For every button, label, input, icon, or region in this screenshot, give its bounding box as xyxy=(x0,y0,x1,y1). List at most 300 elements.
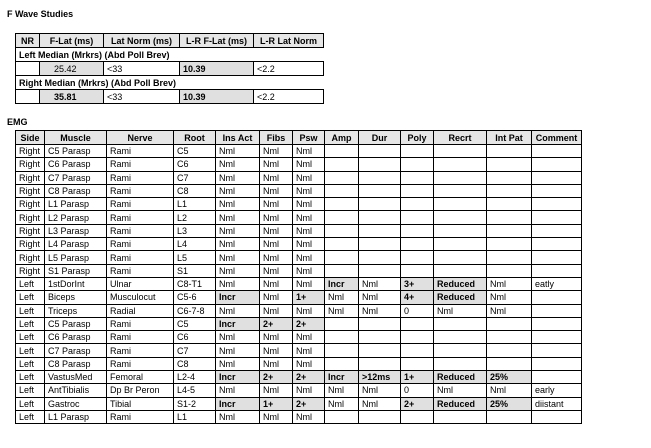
table-row xyxy=(16,238,582,251)
emg-cell-fibs: Nml xyxy=(260,331,293,344)
emg-cell-psw: Nml xyxy=(293,277,325,290)
table-row xyxy=(16,357,582,370)
emg-cell-side: Left xyxy=(16,410,45,423)
emg-cell-dur xyxy=(359,171,401,184)
table-row xyxy=(16,224,582,237)
emg-cell-side: Right xyxy=(16,171,45,184)
emg-cell-comment xyxy=(532,224,582,237)
emg-cell-dur: Nml xyxy=(359,291,401,304)
emg-cell-comment xyxy=(532,317,582,330)
emg-cell-psw: Nml xyxy=(293,238,325,251)
fwave-header-lrnorm: L-R Lat Norm xyxy=(254,34,324,48)
table-row xyxy=(16,371,582,384)
emg-cell-recrt: Reduced xyxy=(434,277,487,290)
emg-cell-nerve: Tibial xyxy=(107,397,174,410)
emg-cell-nerve: Rami xyxy=(107,410,174,423)
emg-cell-amp: Incr xyxy=(325,371,359,384)
emg-cell-muscle: Gastroc xyxy=(45,397,107,410)
fwave-header-nr: NR xyxy=(16,34,40,48)
emg-cell-poly: 4+ xyxy=(401,291,434,304)
table-row xyxy=(16,344,582,357)
table-row xyxy=(16,277,582,290)
emg-cell-int-pat xyxy=(487,211,532,224)
emg-cell-root: C8-T1 xyxy=(174,277,216,290)
emg-cell-side: Left xyxy=(16,384,45,397)
emg-cell-root: L4-5 xyxy=(174,384,216,397)
emg-cell-int-pat: 25% xyxy=(487,371,532,384)
emg-cell-int-pat xyxy=(487,357,532,370)
emg-cell-int-pat xyxy=(487,344,532,357)
emg-cell-muscle: L5 Parasp xyxy=(45,251,107,264)
emg-cell-dur: Nml xyxy=(359,277,401,290)
emg-cell-root: S1 xyxy=(174,264,216,277)
fwave-header-flat: F-Lat (ms) xyxy=(40,34,104,48)
emg-header-int-pat: Int Pat xyxy=(487,131,532,145)
emg-cell-side: Right xyxy=(16,158,45,171)
emg-cell-poly xyxy=(401,331,434,344)
emg-cell-dur xyxy=(359,224,401,237)
table-row xyxy=(16,331,582,344)
emg-cell-side: Right xyxy=(16,251,45,264)
emg-cell-fibs: Nml xyxy=(260,145,293,158)
emg-cell-poly xyxy=(401,317,434,330)
emg-cell-ins-act: Incr xyxy=(216,371,260,384)
emg-cell-comment xyxy=(532,171,582,184)
emg-cell-ins-act: Nml xyxy=(216,145,260,158)
emg-cell-dur xyxy=(359,331,401,344)
emg-header-dur: Dur xyxy=(359,131,401,145)
fwave-header-latnorm: Lat Norm (ms) xyxy=(104,34,180,48)
emg-cell-psw: Nml xyxy=(293,145,325,158)
emg-header-comment: Comment xyxy=(532,131,582,145)
emg-cell-nerve: Rami xyxy=(107,224,174,237)
emg-cell-amp xyxy=(325,211,359,224)
emg-cell-ins-act: Nml xyxy=(216,357,260,370)
emg-cell-side: Left xyxy=(16,291,45,304)
table-row xyxy=(16,171,582,184)
emg-header-row xyxy=(16,131,582,145)
emg-cell-root: C6-7-8 xyxy=(174,304,216,317)
emg-cell-nerve: Rami xyxy=(107,198,174,211)
emg-cell-psw: Nml xyxy=(293,331,325,344)
emg-cell-psw: Nml xyxy=(293,357,325,370)
emg-cell-poly xyxy=(401,145,434,158)
emg-cell-ins-act: Nml xyxy=(216,264,260,277)
emg-cell-side: Right xyxy=(16,238,45,251)
table-row xyxy=(16,198,582,211)
emg-cell-comment xyxy=(532,158,582,171)
emg-cell-int-pat xyxy=(487,251,532,264)
emg-cell-comment xyxy=(532,198,582,211)
emg-cell-int-pat xyxy=(487,198,532,211)
emg-cell-root: C6 xyxy=(174,331,216,344)
emg-cell-side: Left xyxy=(16,357,45,370)
emg-cell-poly xyxy=(401,171,434,184)
table-row xyxy=(16,264,582,277)
emg-cell-nerve: Rami xyxy=(107,211,174,224)
emg-cell-muscle: Triceps xyxy=(45,304,107,317)
emg-cell-recrt xyxy=(434,211,487,224)
emg-cell-side: Left xyxy=(16,397,45,410)
table-row xyxy=(16,251,582,264)
emg-cell-fibs: Nml xyxy=(260,304,293,317)
emg-cell-int-pat xyxy=(487,145,532,158)
emg-cell-recrt xyxy=(434,238,487,251)
emg-cell-poly xyxy=(401,264,434,277)
emg-cell-muscle: 1stDorInt xyxy=(45,277,107,290)
fwave-data-row xyxy=(16,62,324,76)
emg-cell-fibs: 2+ xyxy=(260,371,293,384)
emg-cell-fibs: Nml xyxy=(260,251,293,264)
emg-cell-fibs: 1+ xyxy=(260,397,293,410)
emg-cell-nerve: Rami xyxy=(107,317,174,330)
emg-cell-poly: 2+ xyxy=(401,397,434,410)
emg-cell-psw: Nml xyxy=(293,304,325,317)
fwave-header-lrflat: L-R F-Lat (ms) xyxy=(180,34,254,48)
fwave-header-row xyxy=(16,34,324,48)
emg-cell-psw: Nml xyxy=(293,410,325,423)
fwave-group-row xyxy=(16,76,324,90)
emg-cell-ins-act: Nml xyxy=(216,198,260,211)
emg-cell-amp xyxy=(325,264,359,277)
emg-cell-int-pat: 25% xyxy=(487,397,532,410)
emg-cell-recrt xyxy=(434,344,487,357)
emg-cell-dur: Nml xyxy=(359,304,401,317)
emg-cell-fibs: Nml xyxy=(260,171,293,184)
emg-cell-comment xyxy=(532,410,582,423)
table-row xyxy=(16,158,582,171)
emg-cell-muscle: L3 Parasp xyxy=(45,224,107,237)
emg-cell-psw: 1+ xyxy=(293,291,325,304)
emg-cell-root: C5-6 xyxy=(174,291,216,304)
emg-header-recrt: Recrt xyxy=(434,131,487,145)
emg-cell-side: Left xyxy=(16,344,45,357)
emg-cell-recrt xyxy=(434,224,487,237)
emg-cell-comment: diistant xyxy=(532,397,582,410)
table-row xyxy=(16,397,582,410)
emg-cell-recrt xyxy=(434,264,487,277)
emg-cell-dur xyxy=(359,344,401,357)
emg-cell-psw: Nml xyxy=(293,158,325,171)
emg-cell-dur xyxy=(359,251,401,264)
emg-cell-ins-act: Nml xyxy=(216,171,260,184)
emg-cell-side: Right xyxy=(16,211,45,224)
emg-cell-recrt: Nml xyxy=(434,384,487,397)
emg-cell-ins-act: Nml xyxy=(216,344,260,357)
emg-cell-side: Left xyxy=(16,304,45,317)
fwave-title: F Wave Studies xyxy=(7,9,74,19)
emg-cell-dur xyxy=(359,184,401,197)
emg-cell-psw: Nml xyxy=(293,211,325,224)
emg-cell-root: C5 xyxy=(174,145,216,158)
emg-cell-amp xyxy=(325,357,359,370)
emg-cell-recrt xyxy=(434,198,487,211)
fwave-lrflat-value: 10.39 xyxy=(180,90,254,104)
emg-cell-fibs: Nml xyxy=(260,344,293,357)
emg-header-amp: Amp xyxy=(325,131,359,145)
emg-cell-int-pat: Nml xyxy=(487,277,532,290)
emg-cell-recrt xyxy=(434,357,487,370)
emg-cell-side: Right xyxy=(16,145,45,158)
emg-cell-recrt xyxy=(434,317,487,330)
emg-cell-muscle: C8 Parasp xyxy=(45,357,107,370)
emg-cell-nerve: Dp Br Peron xyxy=(107,384,174,397)
emg-header-ins-act: Ins Act xyxy=(216,131,260,145)
emg-cell-comment: eatly xyxy=(532,277,582,290)
emg-cell-root: C8 xyxy=(174,357,216,370)
emg-cell-poly xyxy=(401,224,434,237)
emg-cell-nerve: Rami xyxy=(107,171,174,184)
emg-cell-comment xyxy=(532,357,582,370)
emg-cell-recrt xyxy=(434,251,487,264)
emg-cell-psw: 2+ xyxy=(293,371,325,384)
emg-cell-ins-act: Incr xyxy=(216,317,260,330)
emg-cell-root: S1-2 xyxy=(174,397,216,410)
emg-cell-int-pat xyxy=(487,317,532,330)
emg-cell-psw: Nml xyxy=(293,198,325,211)
emg-cell-poly xyxy=(401,198,434,211)
emg-cell-side: Right xyxy=(16,184,45,197)
emg-cell-dur xyxy=(359,145,401,158)
fwave-latnorm-value: <33 xyxy=(104,62,180,76)
emg-header-fibs: Fibs xyxy=(260,131,293,145)
fwave-lrnorm-value: <2.2 xyxy=(254,62,324,76)
emg-cell-muscle: C7 Parasp xyxy=(45,171,107,184)
emg-cell-dur xyxy=(359,357,401,370)
emg-cell-muscle: VastusMed xyxy=(45,371,107,384)
emg-cell-comment: early xyxy=(532,384,582,397)
emg-cell-dur xyxy=(359,158,401,171)
emg-cell-recrt xyxy=(434,158,487,171)
emg-cell-nerve: Musculocut xyxy=(107,291,174,304)
emg-cell-ins-act: Nml xyxy=(216,238,260,251)
emg-cell-fibs: Nml xyxy=(260,158,293,171)
emg-cell-ins-act: Incr xyxy=(216,397,260,410)
emg-cell-dur xyxy=(359,317,401,330)
emg-cell-poly xyxy=(401,211,434,224)
emg-cell-root: C5 xyxy=(174,317,216,330)
fwave-data-row xyxy=(16,90,324,104)
emg-cell-dur: Nml xyxy=(359,397,401,410)
emg-cell-side: Left xyxy=(16,277,45,290)
emg-cell-nerve: Rami xyxy=(107,331,174,344)
emg-cell-comment xyxy=(532,371,582,384)
emg-cell-comment xyxy=(532,344,582,357)
table-row xyxy=(16,384,582,397)
emg-cell-fibs: Nml xyxy=(260,277,293,290)
fwave-group-label: Left Median (Mrkrs) (Abd Poll Brev) xyxy=(16,48,254,62)
emg-cell-comment xyxy=(532,184,582,197)
fwave-group-label: Right Median (Mrkrs) (Abd Poll Brev) xyxy=(16,76,254,90)
emg-cell-psw: Nml xyxy=(293,264,325,277)
emg-cell-int-pat xyxy=(487,171,532,184)
emg-cell-amp xyxy=(325,224,359,237)
emg-cell-dur: >12ms xyxy=(359,371,401,384)
emg-cell-dur xyxy=(359,410,401,423)
emg-cell-fibs: Nml xyxy=(260,224,293,237)
fwave-lrflat-value: 10.39 xyxy=(180,62,254,76)
emg-cell-side: Right xyxy=(16,264,45,277)
emg-cell-dur xyxy=(359,198,401,211)
emg-cell-amp xyxy=(325,171,359,184)
table-row xyxy=(16,317,582,330)
emg-cell-poly xyxy=(401,344,434,357)
emg-cell-recrt xyxy=(434,410,487,423)
emg-cell-int-pat: Nml xyxy=(487,304,532,317)
emg-cell-int-pat: Nml xyxy=(487,384,532,397)
emg-cell-amp: Nml xyxy=(325,304,359,317)
emg-cell-side: Left xyxy=(16,331,45,344)
emg-cell-ins-act: Incr xyxy=(216,291,260,304)
emg-cell-comment xyxy=(532,291,582,304)
emg-cell-nerve: Rami xyxy=(107,264,174,277)
emg-cell-muscle: L2 Parasp xyxy=(45,211,107,224)
emg-cell-poly: 0 xyxy=(401,304,434,317)
emg-cell-nerve: Rami xyxy=(107,158,174,171)
emg-cell-muscle: AntTibialis xyxy=(45,384,107,397)
emg-cell-muscle: L4 Parasp xyxy=(45,238,107,251)
emg-cell-dur xyxy=(359,211,401,224)
emg-cell-root: L5 xyxy=(174,251,216,264)
table-row xyxy=(16,145,582,158)
emg-cell-fibs: Nml xyxy=(260,238,293,251)
emg-cell-poly xyxy=(401,158,434,171)
emg-cell-psw: 2+ xyxy=(293,317,325,330)
fwave-latnorm-value: <33 xyxy=(104,90,180,104)
emg-cell-ins-act: Nml xyxy=(216,304,260,317)
fwave-flat-value: 25.42 xyxy=(40,62,104,76)
emg-cell-nerve: Radial xyxy=(107,304,174,317)
emg-cell-fibs: Nml xyxy=(260,211,293,224)
emg-cell-ins-act: Nml xyxy=(216,277,260,290)
emg-cell-dur xyxy=(359,264,401,277)
emg-cell-muscle: L1 Parasp xyxy=(45,410,107,423)
emg-cell-comment xyxy=(532,304,582,317)
table-row xyxy=(16,211,582,224)
emg-cell-psw: Nml xyxy=(293,251,325,264)
emg-cell-muscle: C7 Parasp xyxy=(45,344,107,357)
emg-cell-fibs: Nml xyxy=(260,291,293,304)
emg-cell-root: C6 xyxy=(174,158,216,171)
emg-cell-nerve: Rami xyxy=(107,357,174,370)
emg-cell-psw: Nml xyxy=(293,224,325,237)
emg-cell-psw: 2+ xyxy=(293,397,325,410)
emg-cell-int-pat xyxy=(487,238,532,251)
emg-cell-psw: Nml xyxy=(293,344,325,357)
emg-cell-nerve: Rami xyxy=(107,344,174,357)
emg-cell-root: C8 xyxy=(174,184,216,197)
emg-cell-ins-act: Nml xyxy=(216,331,260,344)
emg-table xyxy=(15,130,582,424)
emg-cell-root: L1 xyxy=(174,198,216,211)
emg-cell-int-pat: Nml xyxy=(487,291,532,304)
fwave-flat-value: 35.81 xyxy=(40,90,104,104)
emg-cell-amp: Nml xyxy=(325,291,359,304)
emg-cell-fibs: 2+ xyxy=(260,317,293,330)
emg-cell-amp xyxy=(325,158,359,171)
emg-cell-fibs: Nml xyxy=(260,357,293,370)
emg-cell-int-pat xyxy=(487,264,532,277)
fwave-lrnorm-value: <2.2 xyxy=(254,90,324,104)
emg-title: EMG xyxy=(7,117,28,127)
emg-cell-amp xyxy=(325,251,359,264)
emg-cell-amp: Nml xyxy=(325,384,359,397)
emg-cell-side: Right xyxy=(16,224,45,237)
emg-cell-psw: Nml xyxy=(293,384,325,397)
emg-cell-fibs: Nml xyxy=(260,184,293,197)
fwave-table xyxy=(15,33,324,104)
emg-cell-nerve: Femoral xyxy=(107,371,174,384)
emg-cell-ins-act: Nml xyxy=(216,184,260,197)
emg-cell-amp xyxy=(325,198,359,211)
emg-cell-poly: 1+ xyxy=(401,371,434,384)
emg-cell-muscle: C6 Parasp xyxy=(45,331,107,344)
emg-cell-muscle: S1 Parasp xyxy=(45,264,107,277)
emg-cell-poly xyxy=(401,238,434,251)
emg-header-psw: Psw xyxy=(293,131,325,145)
table-row xyxy=(16,184,582,197)
emg-header-nerve: Nerve xyxy=(107,131,174,145)
emg-header-side: Side xyxy=(16,131,45,145)
emg-cell-psw: Nml xyxy=(293,184,325,197)
emg-cell-nerve: Ulnar xyxy=(107,277,174,290)
emg-cell-int-pat xyxy=(487,184,532,197)
emg-cell-fibs: Nml xyxy=(260,410,293,423)
emg-header-poly: Poly xyxy=(401,131,434,145)
emg-cell-recrt xyxy=(434,331,487,344)
emg-cell-amp: Incr xyxy=(325,277,359,290)
emg-cell-root: L4 xyxy=(174,238,216,251)
emg-cell-poly xyxy=(401,184,434,197)
emg-cell-ins-act: Nml xyxy=(216,251,260,264)
emg-header-root: Root xyxy=(174,131,216,145)
emg-cell-amp: Nml xyxy=(325,397,359,410)
emg-cell-comment xyxy=(532,145,582,158)
emg-cell-fibs: Nml xyxy=(260,198,293,211)
emg-cell-ins-act: Nml xyxy=(216,224,260,237)
emg-cell-poly: 0 xyxy=(401,384,434,397)
emg-cell-muscle: C5 Parasp xyxy=(45,317,107,330)
emg-cell-side: Left xyxy=(16,371,45,384)
emg-cell-recrt: Reduced xyxy=(434,397,487,410)
emg-cell-root: L2-4 xyxy=(174,371,216,384)
table-row xyxy=(16,304,582,317)
emg-cell-ins-act: Nml xyxy=(216,410,260,423)
emg-cell-fibs: Nml xyxy=(260,264,293,277)
emg-cell-dur xyxy=(359,238,401,251)
emg-cell-muscle: C5 Parasp xyxy=(45,145,107,158)
emg-cell-muscle: L1 Parasp xyxy=(45,198,107,211)
emg-cell-recrt: Reduced xyxy=(434,291,487,304)
emg-cell-comment xyxy=(532,238,582,251)
emg-cell-comment xyxy=(532,251,582,264)
emg-cell-root: C7 xyxy=(174,344,216,357)
emg-cell-poly xyxy=(401,251,434,264)
emg-cell-recrt xyxy=(434,145,487,158)
emg-cell-poly xyxy=(401,410,434,423)
emg-cell-poly: 3+ xyxy=(401,277,434,290)
emg-cell-side: Right xyxy=(16,198,45,211)
emg-cell-nerve: Rami xyxy=(107,184,174,197)
emg-header-muscle: Muscle xyxy=(45,131,107,145)
emg-cell-amp xyxy=(325,145,359,158)
emg-cell-comment xyxy=(532,264,582,277)
emg-cell-fibs: Nml xyxy=(260,384,293,397)
emg-cell-root: C7 xyxy=(174,171,216,184)
emg-cell-poly xyxy=(401,357,434,370)
emg-cell-amp xyxy=(325,410,359,423)
emg-cell-side: Left xyxy=(16,317,45,330)
